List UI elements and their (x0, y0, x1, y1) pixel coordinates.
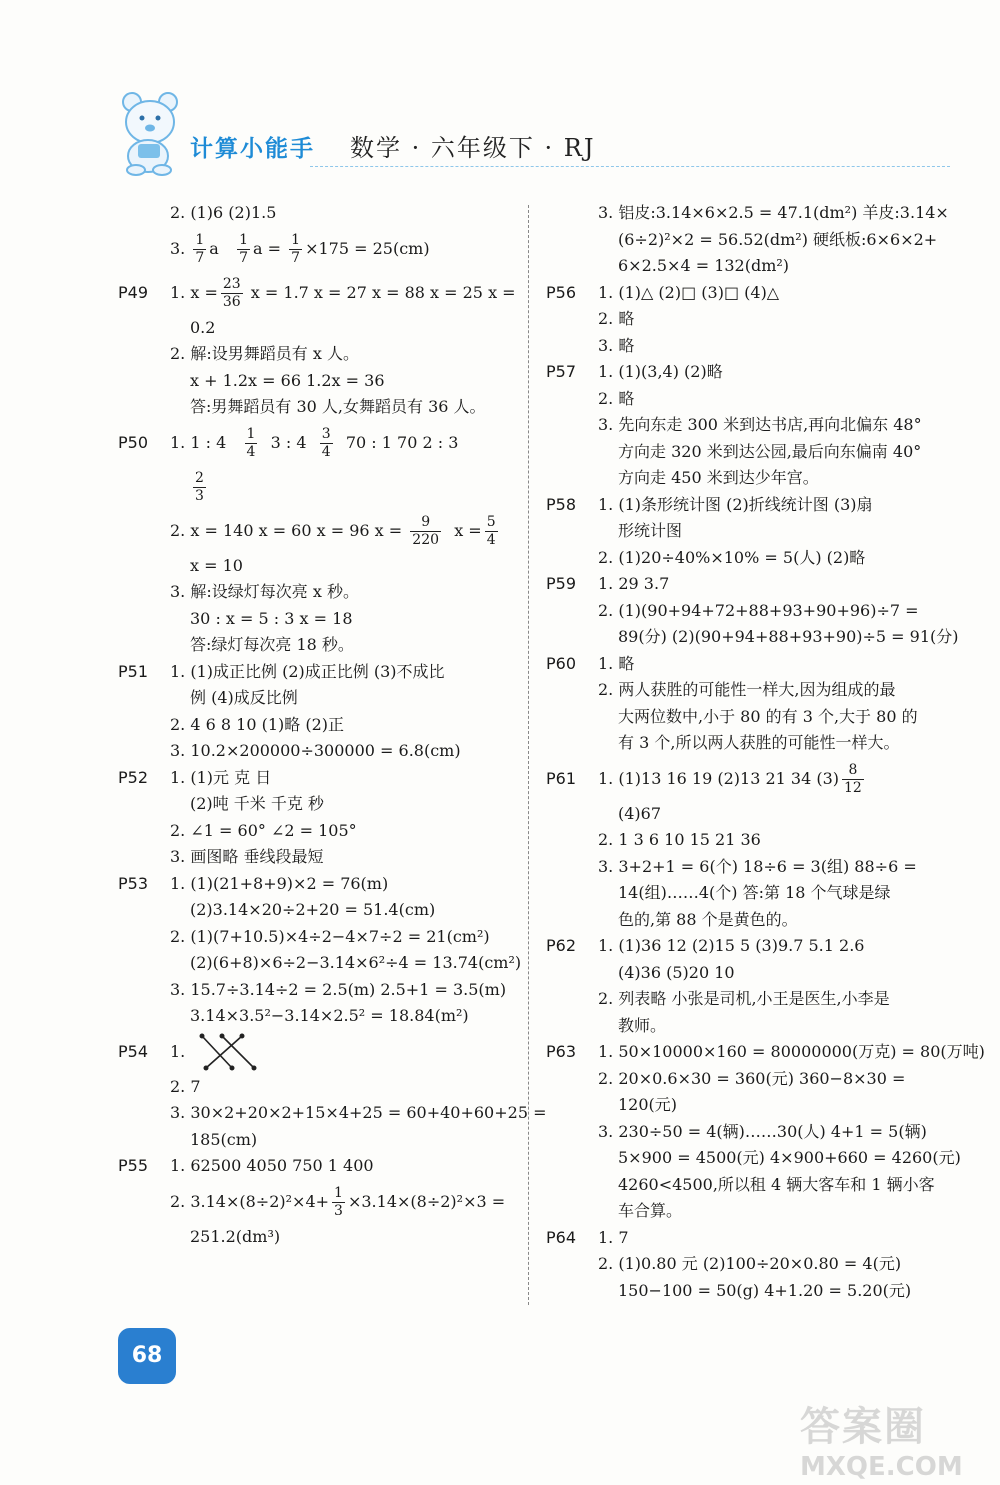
answer-line: 2. 解:设男舞蹈员有 x 人。 (170, 344, 359, 363)
answer-line: 2. 4 6 8 10 (1)略 (2)正 (170, 714, 345, 734)
answer-line: P59 1. 29 3.7 (546, 571, 946, 598)
answer-line: 30 : x = 5 : 3 x = 18 (190, 608, 353, 628)
right-column (546, 200, 985, 1304)
answer-line: 2. x = 140 x = 60 x = 96 x = $\frac{9}{220}$ x = $\frac{5}{4}$ (170, 513, 496, 548)
answer-line: 形统计图 (618, 521, 683, 540)
answer-line: 89(分) (2)(90+94+88+93+90)÷5 = 91(分) (618, 627, 959, 646)
answer-line: P61 1. (1)13 16 19 (2)13 21 34 (3) $\frac{8}{12}$ (546, 757, 946, 801)
page-number-badge: 68 (118, 1328, 176, 1384)
answer-line: 答:绿灯每次亮 18 秒。 (190, 635, 354, 654)
answer-line: 3. 略 (598, 335, 635, 355)
bear-mascot-icon (110, 88, 190, 178)
answer-line: 120(元) (618, 1095, 678, 1114)
answer-line: 答:男舞蹈员有 30 人,女舞蹈员有 36 人。 (190, 397, 486, 416)
answer-line: P51 1. (1)成正比例 (2)成正比例 (3)不成比 (118, 659, 523, 686)
answer-line: P49 1. x = $\frac{23}{36}$ x = 1.7 x = 27 x = 88 x = 25 x = (118, 271, 523, 315)
answer-line: P57 1. (1)(3,4) (2)略 (546, 359, 946, 386)
answer-line: (2)吨 千米 千克 秒 (190, 794, 324, 813)
page-label: P54 (118, 1041, 149, 1061)
answer-line: P52 1. (1)元 克 日 (118, 765, 523, 792)
answer-line: 大两位数中,小于 80 的有 3 个,大于 80 的 (618, 706, 918, 726)
answer-line: 3. 先向东走 300 米到达书店,再向北偏东 48° (598, 415, 922, 434)
watermark (800, 1395, 985, 1482)
answer-line: P63 1. 50×10000×160 = 80000000(万克) = 80(万吨) (546, 1039, 946, 1066)
answer-line: 5×900 = 4500(元) 4×900+660 = 4260(元) (618, 1148, 961, 1167)
answer-line: 3. 15.7÷3.14÷2 = 2.5(m) 2.5+1 = 3.5(m) (170, 979, 507, 999)
answer-line: 14(组)……4(个) 答:第 18 个气球是绿 (618, 883, 891, 902)
page-label: P59 (546, 574, 577, 593)
book-subtitle: 数学 · 六年级下 · RJ (350, 134, 596, 162)
answer-line: (2)(6+8)×6÷2−3.14×6²÷4 = 13.74(cm²) (190, 953, 522, 972)
watermark-top: 答案圈 (800, 1404, 926, 1450)
answer-line: 3. 10.2×200000÷300000 = 6.8(cm) (170, 741, 461, 760)
answer-line: 2. 列表略 小张是司机,小王是医生,小李是 (598, 989, 890, 1008)
answer-line: 6×2.5×4 = 132(dm²) (618, 256, 790, 275)
answer-line: 3. 230÷50 = 4(辆)……30(人) 4+1 = 5(辆) (598, 1121, 927, 1141)
answer-line: 2. 略 (598, 388, 635, 408)
answer-line: $\frac{2}{3}$ (195, 469, 204, 504)
answer-line: P56 1. (1)△ (2)□ (3)□ (4)△ (546, 280, 946, 307)
answer-line: 2. (1)6 (2)1.5 (170, 203, 277, 222)
page-label: P60 (546, 653, 577, 673)
page-label: P62 (546, 936, 577, 955)
page-label: P61 (546, 768, 577, 788)
answer-line: 3. 画图略 垂线段最短 (170, 847, 324, 866)
answer-line: (2)3.14×20÷2+20 = 51.4(cm) (190, 900, 436, 919)
page-label: P52 (118, 767, 149, 787)
answer-line: 车合算。 (618, 1201, 683, 1220)
column-divider (528, 205, 529, 1305)
brand-title: 计算小能手 (190, 136, 315, 162)
answer-line: 251.2(dm³) (190, 1226, 281, 1246)
answer-line: 2. 3.14×(8÷2)²×4+ $\frac{1}{3}$ ×3.14×(8÷2)²×3 = (170, 1184, 506, 1219)
answer-line: 2. 1 3 6 10 15 21 36 (598, 830, 761, 849)
answer-line: (6÷2)²×2 = 56.52(dm²) 硬纸板:6×6×2+ (618, 229, 938, 249)
page-header (110, 88, 950, 178)
answer-line: 教师。 (618, 1015, 667, 1035)
answer-line: 2. (1)0.80 元 (2)100÷20×0.80 = 4(元) (598, 1254, 902, 1273)
answer-line: 2. (1)(90+94+72+88+93+90+96)÷7 = (598, 600, 919, 620)
page-label: P56 (546, 282, 577, 302)
answer-line: 2. (1)20÷40%×10% = 5(人) (2)略 (598, 547, 866, 567)
answer-line: P60 1. 略 (546, 651, 946, 678)
watermark-bottom: MXQE.COM (800, 1452, 963, 1482)
answer-line: 2. 略 (598, 309, 635, 328)
answer-line: 185(cm) (190, 1129, 258, 1149)
answer-line: 2. 20×0.6×30 = 360(元) 360−8×30 = (598, 1068, 906, 1088)
page-label: P51 (118, 661, 149, 681)
answer-line: x = 10 (190, 555, 243, 575)
answer-line: 3. 3+2+1 = 6(个) 18÷6 = 3(组) 88÷6 = (598, 856, 917, 876)
answer-line: P64 1. 7 (546, 1225, 946, 1252)
answer-line: 方向走 450 米到达少年宫。 (618, 468, 819, 487)
page-label: P53 (118, 873, 149, 893)
answer-line: 例 (4)成反比例 (190, 688, 298, 707)
answer-line: 3.14×3.5²−3.14×2.5² = 18.84(m²) (190, 1006, 469, 1025)
page-label: P49 (118, 282, 149, 302)
answer-line: 2. ∠1 = 60° ∠2 = 105° (170, 820, 357, 840)
page-label: P50 (118, 432, 149, 452)
matching-lines-diagram (196, 1032, 260, 1072)
answer-line: 0.2 (190, 317, 216, 337)
answer-line: 3. 铝皮:3.14×6×2.5 = 47.1(dm²) 羊皮:3.14× (598, 203, 949, 222)
page-label: P63 (546, 1042, 577, 1061)
header-rule (310, 166, 950, 167)
answer-line: 有 3 个,所以两人获胜的可能性一样大。 (618, 733, 900, 752)
answer-line: 色的,第 88 个是黄色的。 (618, 909, 798, 929)
page-label: P57 (546, 362, 577, 381)
answer-line: 2. (1)(7+10.5)×4÷2−4×7÷2 = 21(cm²) (170, 926, 490, 946)
answer-line: P50 1. 1 : 4 $\frac{1}{4}$ 3 : 4 $\frac{3}{4}$ 70 : 1 70 2 : 3 (118, 421, 523, 465)
answer-line: P58 1. (1)条形统计图 (2)折线统计图 (3)扇 (546, 492, 946, 519)
answer-line: 4260<4500,所以租 4 辆大客车和 1 辆小客 (618, 1174, 935, 1194)
left-column (118, 200, 547, 1250)
answer-line: P53 1. (1)(21+8+9)×2 = 76(m) (118, 871, 523, 898)
page-label: P58 (546, 494, 577, 514)
answer-line: P62 1. (1)36 12 (2)15 5 (3)9.7 5.1 2.6 (546, 933, 946, 960)
page-label: P55 (118, 1156, 149, 1175)
answer-line: 2. 7 (170, 1076, 201, 1096)
answer-line: 方向走 320 米到达公园,最后向东偏南 40° (618, 441, 922, 461)
answer-line: x + 1.2x = 66 1.2x = 36 (190, 370, 385, 390)
answer-line: 2. 两人获胜的可能性一样大,因为组成的最 (598, 680, 896, 699)
answer-line: P54 1. (118, 1030, 523, 1074)
answer-line: 3. 30×2+20×2+15×4+25 = 60+40+60+25 = (170, 1103, 547, 1122)
answer-line: (4)67 (618, 803, 662, 823)
answer-line: 150−100 = 50(g) 4+1.20 = 5.20(元) (618, 1280, 912, 1300)
page-label: P64 (546, 1227, 577, 1247)
answer-line: P55 1. 62500 4050 750 1 400 (118, 1153, 523, 1180)
answer-line: 3. 解:设绿灯每次亮 x 秒。 (170, 582, 359, 601)
answer-line: (4)36 (5)20 10 (618, 962, 735, 982)
answer-line: 3. $\frac{1}{7}$ a $\frac{1}{7}$ a = $\frac{1}{7}$ ×175 = 25(cm) (170, 231, 430, 266)
